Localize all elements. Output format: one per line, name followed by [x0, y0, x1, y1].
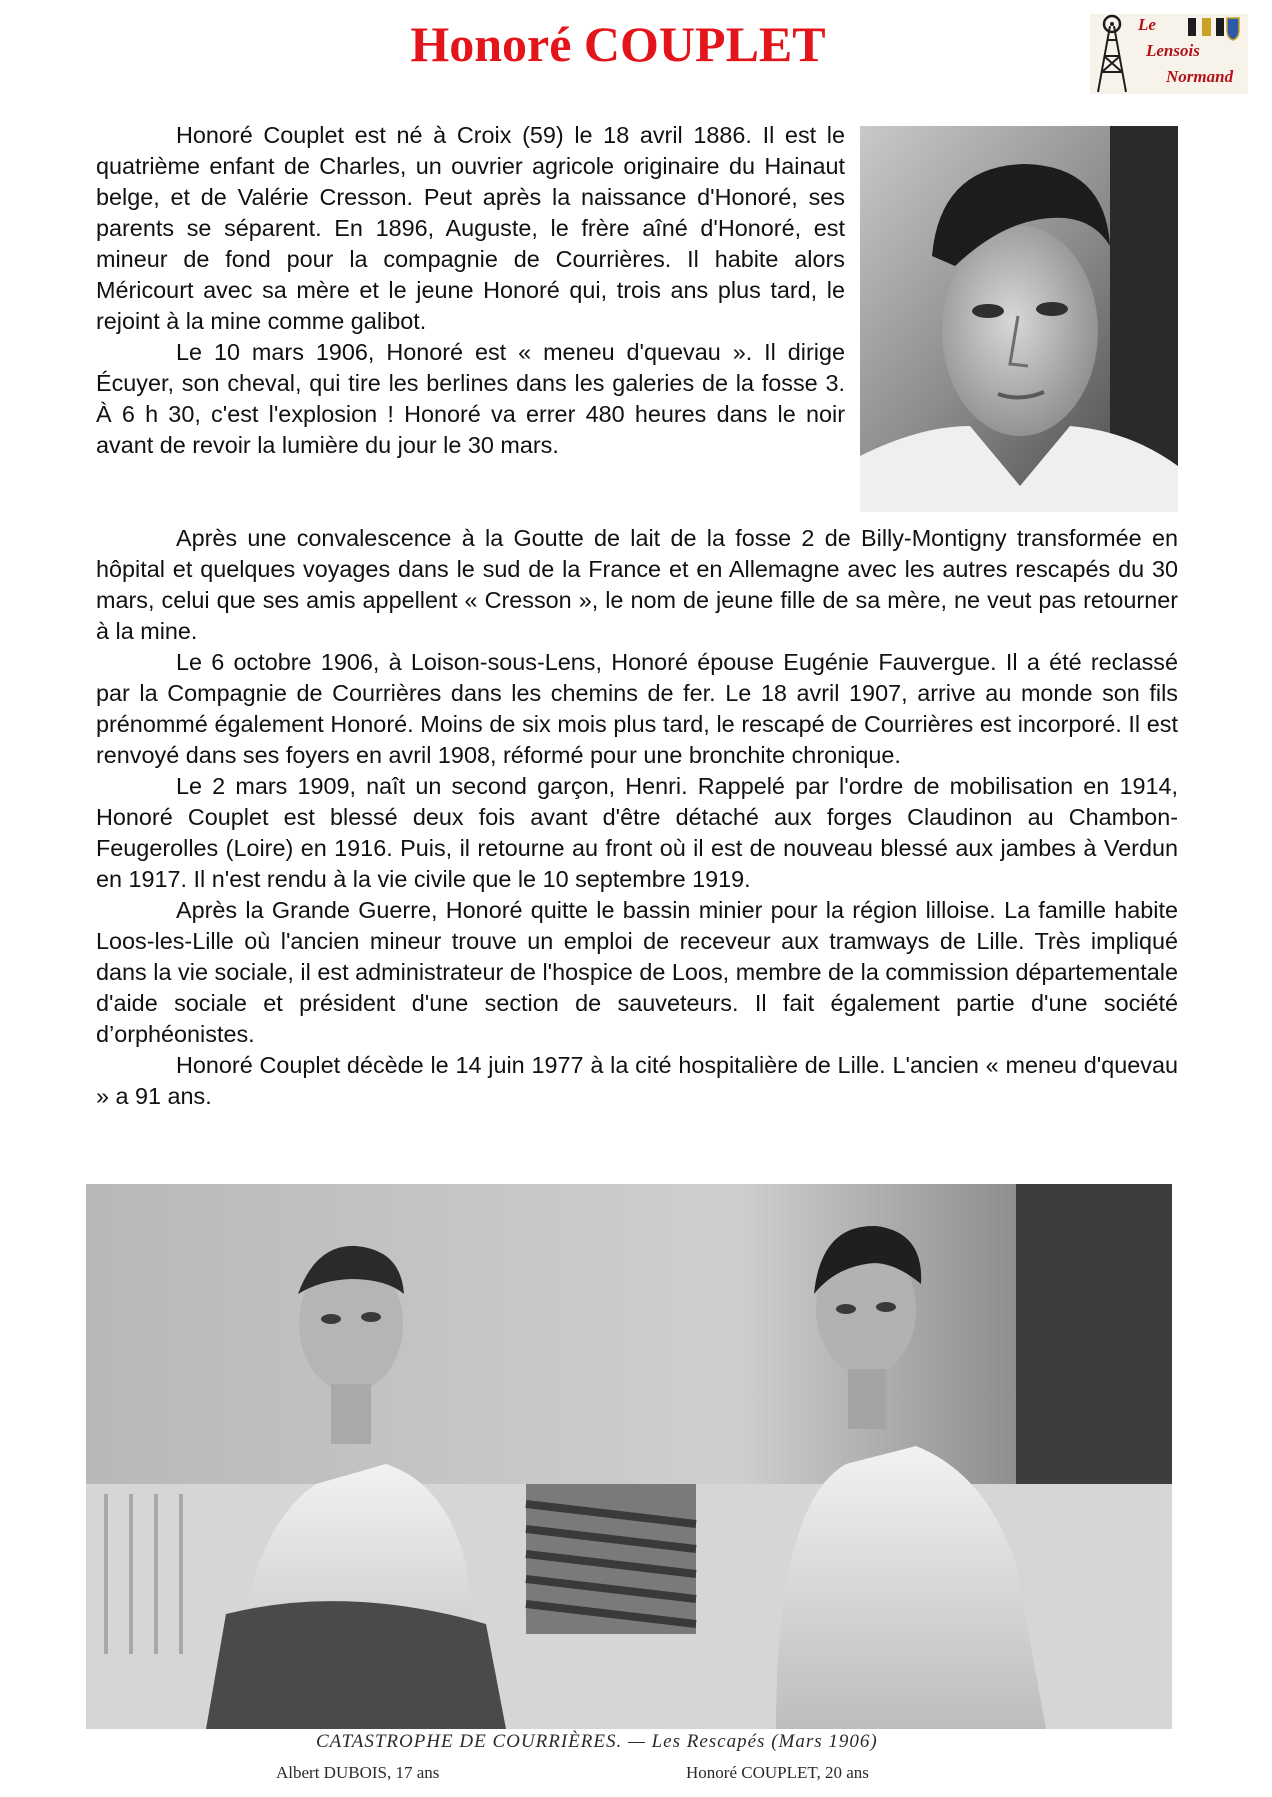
paragraph-birth: Honoré Couplet est né à Croix (59) le 18 avril 1886. Il est le quatrième enfant de Charles, un ouvrier agricole originaire du Hainaut belge, et de Valérie Cresson. Peut après la naissance d'Honoré, ses parents se séparent. En 1896, Auguste, le frère aîné d'Honoré, est mineur de fond pour la compagnie de Courrières. Il habite alors Méricourt avec sa mère et le jeune Honoré qui, trois ans plus tard, le rejoint à la mine comme galibot. [96, 122, 845, 334]
logo-text-normand: Normand [1166, 67, 1234, 86]
survivors-image [86, 1184, 1172, 1729]
article-text-bottom [96, 523, 1178, 1112]
portrait-image [860, 126, 1178, 512]
page-title: Honoré COUPLET [410, 16, 826, 72]
portrait-photo [860, 126, 1178, 512]
paragraph-lille: Après la Grande Guerre, Honoré quitte le bassin minier pour la région lilloise. La famille habite Loos-les-Lille où l'ancien mineur trouve un emploi de receveur aux tramways de Lille. Très impliqué dans la vie sociale, il est administrateur de l'hospice de Loos, membre de la commission départementale d'aide sociale et président d'une section de sauveteurs. Il fait également partie d'une société d’orphéonistes. [96, 897, 1178, 1047]
paragraph-war: Le 2 mars 1909, naît un second garçon, Henri. Rappelé par l'ordre de mobilisation en 1914, Honoré Couplet est blessé deux fois avant d'être détaché aux forges Claudinon au Chambon-Feugerolles (Loire) en 1916. Puis, il retourne au front où il est de nouveau blessé aux jambes à Verdun en 1917. Il n'est rendu à la vie civile que le 10 septembre 1919. [96, 773, 1178, 892]
paragraph-marriage: Le 6 octobre 1906, à Loison-sous-Lens, Honoré épouse Eugénie Fauvergue. Il a été reclassé par la Compagnie de Courrières dans les chemins de fer. Le 18 avril 1907, arrive au monde son fils prénommé également Honoré. Moins de six mois plus tard, le rescapé de Courrières est incorporé. Il est renvoyé dans ses foyers en avril 1908, réformé pour une bronchite chronique. [96, 649, 1178, 768]
caption-title: CATASTROPHE DE COURRIÈRES. — Les Rescapés (Mars 1906) [316, 1731, 878, 1752]
caption-name-dubois: Albert DUBOIS, 17 ans [276, 1763, 440, 1782]
paragraph-convalescence: Après une convalescence à la Goutte de lait de la fosse 2 de Billy-Montigny transformée en hôpital et quelques voyages dans le sud de la France et en Allemagne avec les autres rescapés du 30 mars, celui que ses amis appellent « Cresson », le nom de jeune fille de sa mère, ne veut pas retourner à la mine. [96, 525, 1178, 644]
logo [1090, 14, 1248, 94]
photo-caption [86, 1729, 1172, 1793]
paragraph-explosion: Le 10 mars 1906, Honoré est « meneu d'quevau ». Il dirige Écuyer, son cheval, qui tire les berlines dans les galeries de la fosse 3. À 6 h 30, c'est l'explosion ! Honoré va errer 480 heures dans le noir avant de revoir la lumière du jour le 30 mars. [96, 339, 845, 458]
survivors-photo [86, 1184, 1172, 1729]
logo-text-lensois: Lensois [1146, 41, 1200, 60]
logo-text-le: Le [1138, 15, 1156, 34]
caption-name-couplet: Honoré COUPLET, 20 ans [686, 1763, 869, 1782]
article-text-top [96, 120, 845, 461]
paragraph-death: Honoré Couplet décède le 14 juin 1977 à la cité hospitalière de Lille. L'ancien « meneu d'quevau » a 91 ans. [96, 1052, 1178, 1109]
